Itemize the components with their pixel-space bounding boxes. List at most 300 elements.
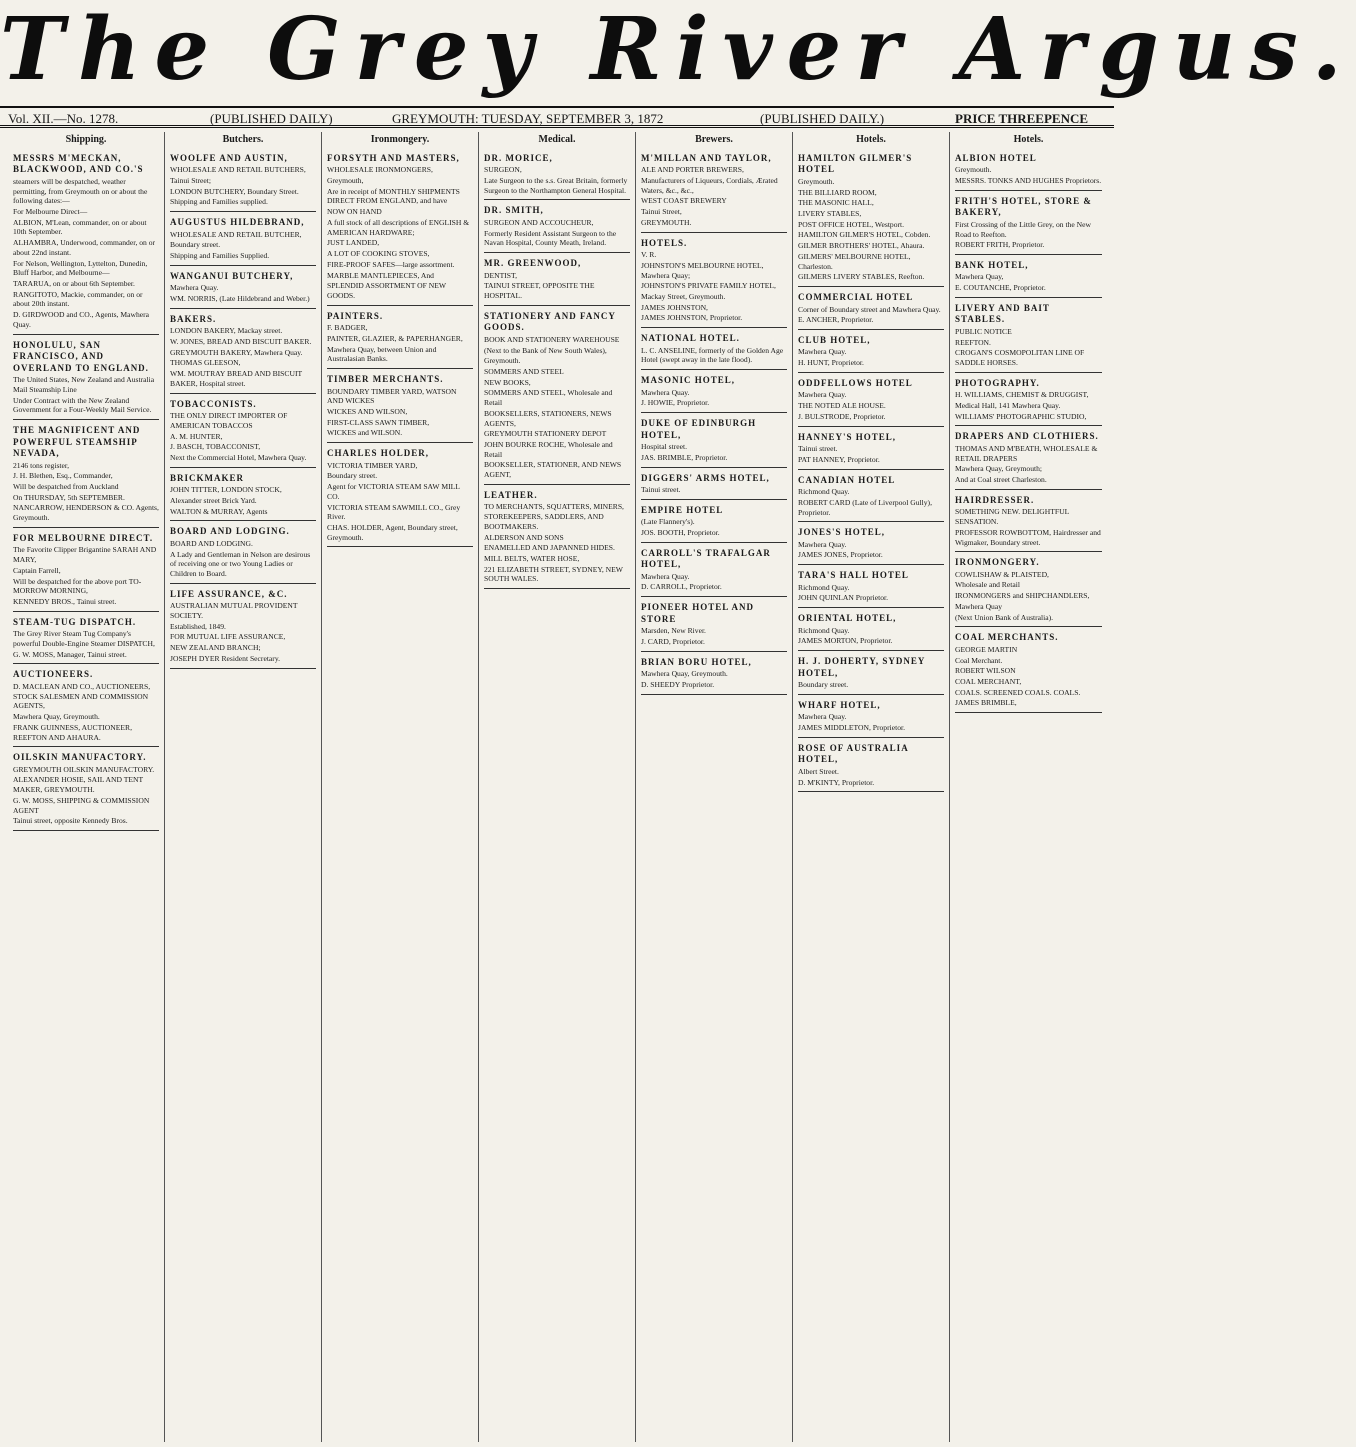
ad-text-line: H. WILLIAMS, CHEMIST & DRUGGIST, xyxy=(955,390,1089,400)
ad-title: PHOTOGRAPHY. xyxy=(955,377,1040,388)
ad-text-line: Hospital street. xyxy=(641,442,687,452)
ad-text-line: Mawhera Quay. xyxy=(798,390,847,400)
ad-text-line: Mawhera Quay, xyxy=(955,272,1004,282)
ad-title: COAL MERCHANTS. xyxy=(955,632,1059,643)
ad-title: FOR MELBOURNE DIRECT. xyxy=(13,532,154,543)
ad-text-line: BOOK AND STATIONERY WAREHOUSE xyxy=(484,334,620,344)
columns xyxy=(8,132,1108,1442)
ad-text-line: ROBERT WILSON xyxy=(955,666,1016,676)
advertisement xyxy=(955,375,1102,427)
place-and-date: GREYMOUTH: TUESDAY, SEPTEMBER 3, 1872 xyxy=(392,111,664,126)
ad-title: DIGGERS' ARMS HOTEL, xyxy=(641,472,770,483)
ad-text-line: BOUNDARY TIMBER YARD, WATSON AND WICKES xyxy=(327,386,457,406)
ad-text-line: (Next Union Bank of Australia). xyxy=(955,612,1054,622)
ad-title: AUCTIONEERS. xyxy=(13,669,94,680)
ad-title: OILSKIN MANUFACTORY. xyxy=(13,752,147,763)
ad-text-line: Mawhera Quay. xyxy=(798,347,847,357)
advertisement xyxy=(641,502,787,543)
ad-text-line: TO MERCHANTS, SQUATTERS, MINERS, STOREKEEPERS, SADDLERS, AND BOOTMAKERS. xyxy=(484,502,624,531)
ad-text-line: Will be despatched from Auckland xyxy=(13,482,119,492)
ad-text-line: GEORGE MARTIN xyxy=(955,644,1018,654)
advertisement xyxy=(798,150,944,287)
ad-title: DUKE OF EDINBURGH HOTEL, xyxy=(641,418,757,440)
advertisement xyxy=(484,308,630,485)
ad-text-line: JOS. BOOTH, Proprietor. xyxy=(641,528,720,538)
ad-text-line: GREYMOUTH BAKERY, Mawhera Quay. xyxy=(170,347,303,357)
ad-text-line: D. SHEEDY Proprietor. xyxy=(641,679,715,689)
ad-text-line: Mawhera Quay. xyxy=(170,283,219,293)
ad-title: ORIENTAL HOTEL, xyxy=(798,613,897,624)
ad-text-line: ALE AND PORTER BREWERS, xyxy=(641,165,744,175)
section-heading: Shipping. xyxy=(65,134,107,145)
ad-text-line: JAMES MORTON, Proprietor. xyxy=(798,636,893,646)
ad-text-line: TARARUA, on or about 6th September. xyxy=(13,279,135,289)
ad-text-line: JUST LANDED, xyxy=(327,238,380,248)
volume-number: Vol. XII.—No. 1278. xyxy=(8,111,119,126)
ad-text-line: WEST COAST BREWERY xyxy=(641,196,727,206)
column xyxy=(793,132,950,1442)
ad-text-line: ENAMELLED AND JAPANNED HIDES. xyxy=(484,543,615,553)
ad-text-line: JOSEPH DYER Resident Secretary. xyxy=(170,653,281,663)
section-heading: Medical. xyxy=(538,134,576,145)
ad-text-line: Wholesale and Retail xyxy=(955,580,1020,590)
ad-title: ROSE OF AUSTRALIA HOTEL, xyxy=(798,742,909,765)
ad-text-line: JAS. BRIMBLE, Proprietor. xyxy=(641,452,728,462)
advertisement xyxy=(13,530,159,612)
ad-title: HONOLULU, SAN FRANCISCO, AND OVERLAND TO ENGLAND. xyxy=(13,339,149,373)
ad-text-line: Shipping and Families Supplied. xyxy=(170,251,270,261)
ad-text-line: JOHN QUINLAN Proprietor. xyxy=(798,593,889,603)
ad-title: BRICKMAKER xyxy=(170,472,245,483)
advertisement xyxy=(170,523,316,583)
ad-title: FORSYTH AND MASTERS, xyxy=(327,152,460,163)
advertisement xyxy=(798,524,944,565)
ad-text-line: JOHN BOURKE ROCHE, Wholesale and Retail xyxy=(484,440,613,459)
advertisement xyxy=(170,586,316,669)
ad-text-line: A full stock of all descriptions of ENGLISH & AMERICAN HARDWARE; xyxy=(327,217,470,237)
ad-text-line: Late Surgeon to the s.s. Great Britain, formerly Surgeon to the Northampton General Hospital. xyxy=(484,176,628,195)
ad-title: HAMILTON GILMER'S HOTEL xyxy=(798,152,913,175)
ad-text-line: Mawhera Quay. xyxy=(641,387,690,397)
ad-title: WANGANUI BUTCHERY, xyxy=(170,270,294,281)
ad-text-line: For Nelson, Wellington, Lyttelton, Dunedin, Bluff Harbor, and Melbourne— xyxy=(13,258,148,278)
column xyxy=(8,132,165,1442)
ad-text-line: Corner of Boundary street and Mawhera Quay. xyxy=(798,304,941,314)
ad-text-line: LIVERY STABLES, xyxy=(798,208,862,218)
ad-text-line: PAT HANNEY, Proprietor. xyxy=(798,454,880,464)
ad-text-line: D. CARROLL, Proprietor. xyxy=(641,582,722,592)
ad-text-line: Mawhera Quay. xyxy=(641,571,690,581)
ad-text-line: GILMER BROTHERS' HOTEL, Ahaura. xyxy=(798,241,925,251)
ad-text-line: First Crossing of the Little Grey, on the New Road to Reefton. xyxy=(955,219,1091,239)
ad-text-line: FIRST-CLASS SAWN TIMBER, xyxy=(327,417,430,427)
ad-title: NATIONAL HOTEL. xyxy=(641,333,740,344)
ad-text-line: TAINUI STREET, OPPOSITE THE HOSPITAL. xyxy=(484,281,595,301)
advertisement xyxy=(798,289,944,330)
ad-text-line: NEW BOOKS, xyxy=(484,377,531,387)
ad-text-line: E. ANCHER, Proprietor. xyxy=(798,315,874,325)
ad-text-line: Boundary street. xyxy=(798,680,849,690)
ad-text-line: COALS. SCREENED COALS. COALS. xyxy=(955,687,1081,697)
ad-text-line: THE NOTED ALE HOUSE. xyxy=(798,401,886,411)
ad-text-line: And at Coal street Charleston. xyxy=(955,475,1047,485)
advertisement xyxy=(327,150,473,306)
ad-title: IRONMONGERY. xyxy=(955,557,1040,568)
column xyxy=(322,132,479,1442)
ad-title: DR. SMITH, xyxy=(484,205,544,216)
advertisement xyxy=(798,429,944,470)
ad-text-line: 2146 tons register, xyxy=(13,460,70,470)
ad-title: M'MILLAN AND TAYLOR, xyxy=(641,152,772,163)
advertisement xyxy=(170,311,316,394)
ad-text-line: L. C. ANSELINE, formerly of the Golden Age Hotel (swept away in the late flood). xyxy=(641,345,784,365)
advertisement xyxy=(955,300,1102,373)
ad-text-line: 221 ELIZABETH STREET, SYDNEY, NEW SOUTH WALES. xyxy=(484,564,623,584)
ad-text-line: A LOT OF COOKING STOVES, xyxy=(327,249,430,259)
advertisement xyxy=(327,308,473,369)
section-heading: Butchers. xyxy=(222,134,264,145)
ad-text-line: D. MACLEAN AND CO., AUCTIONEERS, STOCK SALESMEN AND COMMISSION AGENTS, xyxy=(13,681,151,711)
ad-text-line: SOMMERS AND STEEL, Wholesale and Retail xyxy=(484,388,613,408)
ad-text-line: ALHAMBRA, Underwood, commander, on or about 22nd instant. xyxy=(13,238,156,257)
ad-text-line: Will be despatched for the above port TO-MORROW MORNING, xyxy=(13,576,142,596)
advertisement xyxy=(798,653,944,695)
ad-text-line: G. W. MOSS, SHIPPING & COMMISSION AGENT xyxy=(13,795,150,815)
section-heading: Hotels. xyxy=(856,134,886,145)
ad-title: DRAPERS AND CLOTHIERS. xyxy=(955,431,1099,442)
ad-text-line: Tainui street. xyxy=(798,444,838,454)
ad-text-line: J. CARD, Proprietor. xyxy=(641,636,705,646)
ad-text-line: NEW ZEALAND BRANCH; xyxy=(170,643,261,653)
advertisement xyxy=(641,415,787,467)
section-heading: Hotels. xyxy=(1013,134,1044,145)
ad-title: CLUB HOTEL, xyxy=(798,334,871,345)
ad-text-line: Manufacturers of Liqueurs, Cordials, Ærated Waters, &c., &c., xyxy=(641,176,778,195)
ad-text-line: ROBERT FRITH, Proprietor. xyxy=(955,240,1045,250)
ad-text-line: RANGITOTO, Mackie, commander, on or about 20th instant. xyxy=(13,289,143,309)
ad-text-line: Alexander street Brick Yard. xyxy=(170,495,257,505)
advertisement xyxy=(641,654,787,695)
ad-title: LIFE ASSURANCE, &C. xyxy=(170,588,288,599)
ad-title: JONES'S HOTEL, xyxy=(798,527,886,538)
ad-text-line: The Grey River Steam Tug Company's powerful Double-Engine Steamer DISPATCH, xyxy=(13,629,155,648)
ad-text-line: J. BASCH, TOBACCONIST, xyxy=(170,442,261,452)
ad-text-line: MARBLE MANTLEPIECES, And xyxy=(327,270,434,280)
ad-text-line: WHOLESALE AND RETAIL BUTCHER, xyxy=(170,229,302,239)
column xyxy=(165,132,322,1442)
ad-text-line: BOARD AND LODGING. xyxy=(170,538,253,548)
advertisement xyxy=(641,545,787,597)
ad-text-line: Tainui street. xyxy=(641,485,681,495)
ad-text-line: Mawhera Quay. xyxy=(798,539,847,549)
ad-text-line: D. GIRDWOOD and CO., Agents, Mawhera Quay. xyxy=(13,310,150,329)
ad-text-line: HAMILTON GILMER'S HOTEL, Cobden. xyxy=(798,230,931,240)
advertisement xyxy=(955,193,1102,255)
ad-text-line: POST OFFICE HOTEL, Westport. xyxy=(798,219,905,229)
ad-text-line: COAL MERCHANT, xyxy=(955,677,1022,687)
advertisement xyxy=(798,567,944,608)
advertisement xyxy=(798,610,944,651)
masthead xyxy=(0,0,1356,100)
ad-text-line: WHOLESALE AND RETAIL BUTCHERS, xyxy=(170,165,306,175)
ad-text-line: PUBLIC NOTICE xyxy=(955,326,1012,336)
advertisement xyxy=(13,150,159,335)
advertisement xyxy=(170,396,316,468)
ad-title: HAIRDRESSER. xyxy=(955,494,1035,505)
ad-text-line: Boundary street. xyxy=(327,471,378,481)
ad-text-line: GILMERS' MELBOURNE HOTEL, Charleston. xyxy=(798,251,911,271)
ad-text-line: Mawhera Quay, between Union and Australasian Banks. xyxy=(327,344,437,364)
ad-text-line: PAINTER, GLAZIER, & PAPERHANGER, xyxy=(327,333,463,343)
ad-text-line: BOOKSELLER, STATIONER, AND NEWS AGENT, xyxy=(484,460,622,480)
ad-text-line: IRONMONGERS and SHIPCHANDLERS, xyxy=(955,591,1090,601)
ad-text-line: THE MASONIC HALL, xyxy=(798,198,874,208)
masthead-title: The Grey River Argus. xyxy=(0,0,1356,100)
advertisement xyxy=(170,470,316,522)
ad-text-line: Boundary street. xyxy=(170,240,221,250)
ad-text-line: ALBION, M'Lean, commander, on or about 10th September. xyxy=(13,217,147,237)
section-heading: Brewers. xyxy=(695,134,733,145)
ad-title: H. J. DOHERTY, SYDNEY HOTEL, xyxy=(798,656,926,678)
ad-text-line: The United States, New Zealand and Australia Mail Steamship Line xyxy=(13,375,155,394)
ad-text-line: MESSRS. TONKS AND HUGHES Proprietors. xyxy=(955,176,1102,186)
advertisement xyxy=(955,428,1102,489)
ad-text-line: NANCARROW, HENDERSON & CO. Agents, Greymouth. xyxy=(13,503,159,523)
advertisement xyxy=(484,487,630,589)
ad-text-line: E. COUTANCHE, Proprietor. xyxy=(955,283,1046,293)
ad-text-line: COWLISHAW & PLAISTED, xyxy=(955,569,1049,579)
ad-text-line: (Next to the Bank of New South Wales), xyxy=(484,345,607,355)
ad-text-line: steamers will be despatched, weather permitting, from Greymouth on or about the following dates:— xyxy=(13,176,148,206)
ad-text-line: Tainui Street, xyxy=(641,207,682,217)
ad-text-line: GREYMOUTH STATIONERY DEPOT xyxy=(484,429,607,439)
advertisement xyxy=(955,492,1102,552)
ad-text-line: Mawhera Quay, Greymouth. xyxy=(641,669,728,679)
ad-text-line: Mawhera Quay, Greymouth; xyxy=(955,464,1043,474)
ad-text-line: (Late Flannery's). xyxy=(641,517,695,527)
ad-text-line: ROBERT CARD (Late of Liverpool Gully), Proprietor. xyxy=(798,497,932,517)
advertisement xyxy=(641,150,787,233)
advertisement xyxy=(798,375,944,427)
ad-title: STATIONERY AND FANCY GOODS. xyxy=(484,310,616,333)
ad-text-line: SURGEON AND ACCOUCHEUR, xyxy=(484,217,594,227)
ad-text-line: PROFESSOR ROWBOTTOM, Hairdresser and Wigmaker, Boundary street. xyxy=(955,527,1101,547)
advertisement xyxy=(641,599,787,651)
ad-text-line: CHAS. HOLDER, Agent, Boundary street, Greymouth. xyxy=(327,522,458,542)
ad-text-line: Tainui Street; xyxy=(170,176,212,186)
ad-text-line: KENNEDY BROS., Tainui street. xyxy=(13,597,117,606)
ad-text-line: FIRE-PROOF SAFES—large assortment. xyxy=(327,259,455,269)
ad-text-line: Greymouth, xyxy=(327,176,364,186)
advertisement xyxy=(641,470,787,500)
ad-text-line: JAMES JONES, Proprietor. xyxy=(798,550,883,560)
ad-title: TIMBER MERCHANTS. xyxy=(327,374,444,385)
ad-title: LEATHER. xyxy=(484,489,538,500)
ad-text-line: SOMETHING NEW. DELIGHTFUL SENSATION. xyxy=(955,507,1069,527)
column xyxy=(479,132,636,1442)
ad-text-line: JAMES JOHNSTON, Proprietor. xyxy=(641,313,743,323)
ad-title: CHARLES HOLDER, xyxy=(327,448,430,459)
ad-text-line: Richmond Quay. xyxy=(798,625,850,635)
advertisement xyxy=(484,202,630,253)
ad-title: FRITH'S HOTEL, STORE & BAKERY, xyxy=(955,195,1092,218)
ad-title: CANADIAN HOTEL xyxy=(798,474,896,485)
advertisement xyxy=(955,150,1102,191)
ad-text-line: THE ONLY DIRECT IMPORTER OF AMERICAN TOBACCOS xyxy=(170,411,288,430)
ad-text-line: For Melbourne Direct— xyxy=(13,206,88,216)
ad-title: MESSRS M'MECKAN, BLACKWOOD, AND CO.'S xyxy=(13,152,144,175)
ad-text-line: F. BADGER, xyxy=(327,323,368,333)
ad-title: DR. MORICE, xyxy=(484,152,553,163)
ad-text-line: AUSTRALIAN MUTUAL PROVIDENT SOCIETY. xyxy=(170,601,298,621)
ad-title: WOOLFE AND AUSTIN, xyxy=(170,152,288,163)
ad-text-line: BOOKSELLERS, STATIONERS, NEWS AGENTS, xyxy=(484,408,612,428)
ad-text-line: D. M'KINTY, Proprietor. xyxy=(798,777,875,787)
ad-title: THE MAGNIFICENT AND POWERFUL STEAMSHIP NEVADA, xyxy=(13,425,141,459)
ad-text-line: WILLIAMS' PHOTOGRAPHIC STUDIO, xyxy=(955,411,1087,421)
ad-text-line: GILMERS LIVERY STABLES, Reefton. xyxy=(798,272,925,282)
ad-text-line: REEFTON. xyxy=(955,337,991,347)
column xyxy=(636,132,793,1442)
published-label-left: (PUBLISHED DAILY) xyxy=(210,111,333,126)
advertisement xyxy=(484,255,630,306)
ad-text-line: A. M. HUNTER, xyxy=(170,431,223,441)
ad-text-line: Are in receipt of MONTHLY SHIPMENTS DIRECT FROM ENGLAND, and have xyxy=(327,186,460,206)
ad-text-line: Medical Hall, 141 Mawhera Quay. xyxy=(955,401,1061,411)
ad-title: BAKERS. xyxy=(170,313,217,324)
ad-text-line: SOMMERS AND STEEL xyxy=(484,367,564,376)
ad-title: MR. GREENWOOD, xyxy=(484,258,582,269)
ad-text-line: J. HOWIE, Proprietor. xyxy=(641,398,710,408)
ad-title: AUGUSTUS HILDEBRAND, xyxy=(170,217,305,228)
ad-text-line: Next the Commercial Hotel, Mawhera Quay. xyxy=(170,453,307,463)
ad-text-line: Marsden, New River. xyxy=(641,626,706,636)
ad-text-line: Richmond Quay. xyxy=(798,582,850,592)
ad-text-line: Richmond Quay. xyxy=(798,487,850,497)
advertisement xyxy=(170,214,316,266)
dateline xyxy=(0,106,1114,128)
ad-text-line: Mawhera Quay xyxy=(955,601,1003,611)
ad-text-line: GREYMOUTH OILSKIN MANUFACTORY. xyxy=(13,764,155,774)
advertisement xyxy=(13,614,159,665)
advertisement xyxy=(641,372,787,413)
ad-text-line: Tainui street, opposite Kennedy Bros. xyxy=(13,816,128,826)
ad-text-line: Mawhera Quay, Greymouth. xyxy=(13,712,100,722)
ad-text-line: JAMES MIDDLETON, Proprietor. xyxy=(798,723,906,733)
ad-text-line: J. H. Blethen, Esq., Commander, xyxy=(13,471,113,481)
ad-text-line: DENTIST, xyxy=(484,270,517,280)
ad-title: PIONEER HOTEL AND STORE xyxy=(641,602,755,624)
ad-title: PAINTERS. xyxy=(327,310,384,321)
advertisement xyxy=(955,257,1102,298)
advertisement xyxy=(327,371,473,443)
ad-text-line: CROGAN'S COSMOPOLITAN LINE OF SADDLE HORSES. xyxy=(955,348,1085,368)
advertisement xyxy=(13,749,159,831)
ad-title: TARA'S HALL HOTEL xyxy=(798,570,909,581)
advertisement xyxy=(955,554,1102,627)
ad-text-line: GREYMOUTH. xyxy=(641,217,692,227)
ad-text-line: ALEXANDER HOSIE, SAIL AND TENT MAKER, GREYMOUTH. xyxy=(13,775,144,795)
ad-text-line: WM. NORRIS, (Late Hildebrand and Weber.) xyxy=(170,294,310,304)
ad-title: EMPIRE HOTEL xyxy=(641,504,724,515)
published-label-right: (PUBLISHED DAILY.) xyxy=(760,111,885,126)
advertisement xyxy=(798,697,944,738)
ad-text-line: Coal Merchant. xyxy=(955,655,1003,665)
advertisement xyxy=(798,740,944,792)
section-heading: Ironmongery. xyxy=(370,134,430,145)
ad-text-line: A Lady and Gentleman in Nelson are desirous of receiving one or two Young Ladies or Children to Board. xyxy=(170,549,311,579)
ad-text-line: THOMAS GLEESON, xyxy=(170,358,241,368)
ad-text-line: Agent for VICTORIA STEAM SAW MILL CO. xyxy=(327,482,460,501)
ad-text-line: ALDERSON AND SONS xyxy=(484,532,564,542)
advertisement xyxy=(955,629,1102,713)
ad-text-line: THOMAS AND M'BEATH, WHOLESALE & RETAIL DRAPERS xyxy=(955,443,1098,463)
ad-title: ODDFELLOWS HOTEL xyxy=(798,377,913,388)
ad-text-line: VICTORIA STEAM SAWMILL CO., Grey River. xyxy=(327,502,461,522)
ad-text-line: J. BULSTRODE, Proprietor. xyxy=(798,411,886,421)
ad-text-line: Mackay Street, Greymouth. xyxy=(641,292,726,302)
ad-title: HOTELS. xyxy=(641,237,688,248)
ad-text-line: SPLENDID ASSORTMENT OF NEW GOODS. xyxy=(327,281,446,300)
ad-title: WHARF HOTEL, xyxy=(798,699,881,710)
ad-text-line: MILL BELTS, WATER HOSE, xyxy=(484,554,580,564)
ad-text-line: WICKES and WILSON. xyxy=(327,428,403,438)
ad-title: BRIAN BORU HOTEL, xyxy=(641,656,752,667)
ad-text-line: SURGEON, xyxy=(484,165,522,175)
ad-text-line: LONDON BUTCHERY, Boundary Street. xyxy=(170,186,299,196)
ad-title: LIVERY AND BAIT STABLES. xyxy=(955,302,1050,325)
ad-text-line: On THURSDAY, 5th SEPTEMBER. xyxy=(13,492,125,502)
ad-title: CARROLL'S TRAFALGAR HOTEL, xyxy=(641,547,771,570)
ad-text-line: Under Contract with the New Zealand Government for a Four-Weekly Mail Service. xyxy=(13,395,152,415)
ad-text-line: WHOLESALE IRONMONGERS, xyxy=(327,165,433,175)
advertisement xyxy=(13,666,159,747)
ad-text-line: Captain Farrell, xyxy=(13,565,61,575)
advertisement xyxy=(170,150,316,212)
ad-text-line: WALTON & MURRAY, Agents xyxy=(170,506,268,516)
ad-text-line: H. HUNT, Proprietor. xyxy=(798,358,864,368)
ad-text-line: JOHN TITTER, LONDON STOCK, xyxy=(170,485,282,495)
advertisement xyxy=(327,445,473,547)
ad-text-line: Established, 1849. xyxy=(170,621,226,631)
column xyxy=(950,132,1107,1442)
ad-text-line: LONDON BAKERY, Mackay street. xyxy=(170,326,283,336)
advertisement xyxy=(170,268,316,309)
ad-text-line: The Favorite Clipper Brigantine SARAH AND MARY, xyxy=(13,545,157,565)
advertisement xyxy=(798,332,944,373)
ad-text-line: G. W. MOSS, Manager, Tainui street. xyxy=(13,649,127,659)
ad-text-line: WM. MOUTRAY BREAD AND BISCUIT BAKER, Hospital street. xyxy=(170,369,302,388)
advertisement xyxy=(484,150,630,201)
ad-text-line: Shipping and Families supplied. xyxy=(170,197,268,207)
ad-text-line: FOR MUTUAL LIFE ASSURANCE, xyxy=(170,632,286,642)
ad-text-line: Albert Street. xyxy=(798,766,839,776)
advertisement xyxy=(13,422,159,528)
ad-text-line: FRANK GUINNESS, AUCTIONEER, REEFTON AND AHAURA. xyxy=(13,722,132,742)
price: PRICE THREEPENCE xyxy=(955,111,1089,126)
ad-title: HANNEY'S HOTEL, xyxy=(798,431,897,442)
ad-text-line: Greymouth. xyxy=(484,356,521,366)
ad-text-line: V. R. xyxy=(641,250,657,260)
ad-title: COMMERCIAL HOTEL xyxy=(798,292,914,303)
advertisement xyxy=(13,337,159,420)
ad-text-line: WICKES AND WILSON, xyxy=(327,407,408,416)
ad-text-line: W. JONES, BREAD AND BISCUIT BAKER. xyxy=(170,337,312,347)
ad-title: TOBACCONISTS. xyxy=(170,398,257,409)
ad-text-line: JOHNSTON'S PRIVATE FAMILY HOTEL, xyxy=(641,281,776,291)
ad-text-line: Greymouth. xyxy=(798,176,835,186)
ad-text-line: Greymouth. xyxy=(955,165,992,175)
